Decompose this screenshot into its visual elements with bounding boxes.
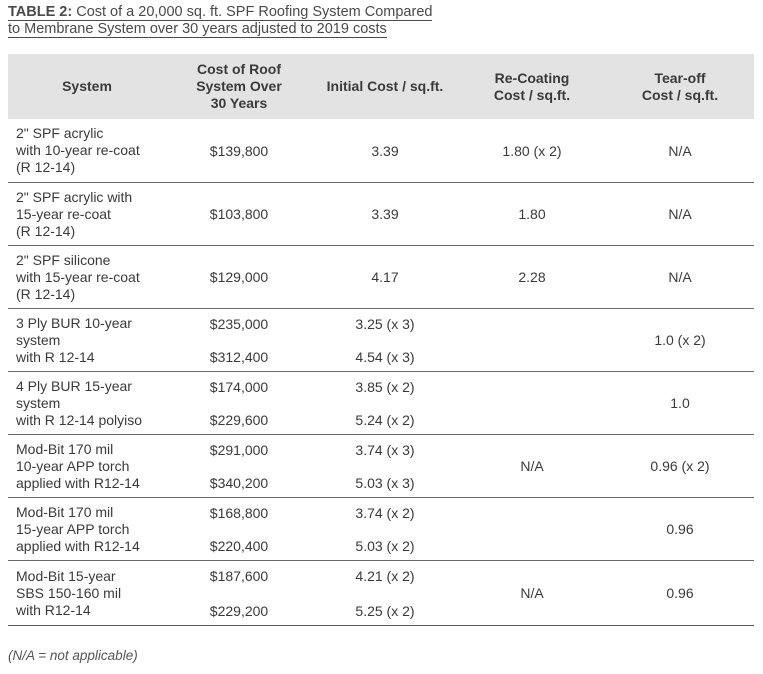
caption-label: TABLE 2: <box>8 4 73 20</box>
system-line: SBS 150-160 mil <box>16 584 122 601</box>
initial-cost-value: 4.17 <box>371 269 399 285</box>
system-line: with R 12-14 <box>16 348 95 365</box>
system-line: 4 Ply BUR 15-year <box>16 377 132 394</box>
table-header-row <box>8 54 754 119</box>
header-initial-cost: Initial Cost / sq.ft. <box>326 78 444 94</box>
initial-cost-value: 3.39 <box>371 206 399 222</box>
system-line: Mod-Bit 15-year <box>16 567 116 584</box>
table-caption <box>8 4 468 38</box>
cost-value: $229,600 <box>209 412 269 428</box>
cell-system <box>8 183 166 245</box>
system-line: Mod-Bit 170 mil <box>16 503 114 520</box>
cell-system <box>8 372 166 434</box>
system-line: (R 12-14) <box>16 159 76 175</box>
table-row <box>8 119 754 183</box>
cell-cost-30-years <box>166 309 312 371</box>
cell-cost-30-years <box>166 183 312 245</box>
cell-system <box>8 246 166 308</box>
initial-cost-value: 3.85 (x 2) <box>355 379 415 395</box>
caption-line1: Cost of a 20,000 sq. ft. SPF Roofing System Compared <box>76 4 433 20</box>
system-line: with R 12-14 polyiso <box>16 411 143 428</box>
table-row <box>8 309 754 372</box>
table-body <box>8 119 754 625</box>
cell-tearoff-cost: N/A <box>668 269 692 285</box>
header-cost-line1: Cost of Roof <box>197 61 281 77</box>
cell-tearoff-cost: 0.96 <box>666 521 694 537</box>
table-row <box>8 498 754 561</box>
system-line: applied with R12-14 <box>16 537 140 554</box>
header-recoating-cost <box>458 70 606 104</box>
header-cost-30-years <box>166 61 312 112</box>
system-line: (R 12-14) <box>16 285 76 302</box>
cost-value: $174,000 <box>209 379 269 395</box>
cell-recoating-cost <box>458 309 606 371</box>
cell-recoating-cost: 1.80 <box>518 206 546 222</box>
system-line: with R12-14 <box>16 601 91 618</box>
initial-cost-value: 4.21 (x 2) <box>355 568 415 584</box>
cell-initial-cost <box>312 372 458 434</box>
cell-recoating-cost: 1.80 (x 2) <box>502 142 562 159</box>
initial-cost-value: 5.03 (x 3) <box>355 475 415 491</box>
header-recoat-line1: Re-Coating <box>494 69 570 86</box>
table-row <box>8 183 754 246</box>
table-row <box>8 372 754 435</box>
system-line: 2" SPF silicone <box>16 251 111 268</box>
cell-cost-30-years <box>166 119 312 182</box>
header-cost-line3: 30 Years <box>210 95 268 111</box>
cell-system <box>8 561 166 625</box>
system-line: applied with R12-14 <box>16 474 140 491</box>
cell-recoating-cost: 2.28 <box>518 269 546 285</box>
cell-recoating-cost: N/A <box>520 458 544 474</box>
cell-tearoff-cost: 1.0 <box>670 395 690 411</box>
system-line: 2" SPF acrylic with <box>16 188 133 205</box>
initial-cost-value: 4.54 (x 3) <box>355 349 415 365</box>
header-tearoff-cost <box>606 70 754 104</box>
cell-system <box>8 435 166 497</box>
cost-value: $235,000 <box>209 316 269 332</box>
cell-initial-cost <box>312 435 458 497</box>
initial-cost-value: 3.25 (x 3) <box>355 316 415 332</box>
cell-initial-cost <box>312 309 458 371</box>
system-line: (R 12-14) <box>16 222 76 239</box>
cell-initial-cost <box>312 183 458 245</box>
header-recoat-line2: Cost / sq.ft. <box>493 86 571 103</box>
cell-system <box>8 119 166 182</box>
cost-value: $103,800 <box>209 206 269 222</box>
initial-cost-value: 3.74 (x 3) <box>355 442 415 458</box>
cost-value: $340,200 <box>209 475 269 491</box>
cost-value: $220,400 <box>209 538 269 554</box>
header-system: System <box>62 78 112 94</box>
system-line: 3 Ply BUR 10-year <box>16 314 132 331</box>
cell-cost-30-years <box>166 246 312 308</box>
system-line: 15-year APP torch <box>16 520 130 537</box>
cell-recoating-cost: N/A <box>520 585 544 601</box>
cost-value: $168,800 <box>209 505 269 521</box>
initial-cost-value: 5.24 (x 2) <box>355 412 415 428</box>
header-tearoff-line1: Tear-off <box>654 69 706 86</box>
cost-value: $129,000 <box>209 269 269 285</box>
header-tearoff-line2: Cost / sq.ft. <box>641 86 719 103</box>
system-line: with 10-year re-coat <box>16 142 140 158</box>
cost-value: $229,200 <box>209 603 269 619</box>
caption-line2: to Membrane System over 30 years adjusted to 2019 costs <box>8 21 387 37</box>
table-row <box>8 246 754 309</box>
cost-value: $139,800 <box>209 142 269 159</box>
system-line: Mod-Bit 170 mil <box>16 440 114 457</box>
cost-table <box>8 54 754 626</box>
cost-value: $312,400 <box>209 349 269 365</box>
cell-recoating-cost <box>458 498 606 560</box>
cell-system <box>8 498 166 560</box>
system-line: 15-year re-coat <box>16 205 111 222</box>
cell-cost-30-years <box>166 372 312 434</box>
cell-recoating-cost <box>458 372 606 434</box>
initial-cost-value: 3.39 <box>371 142 399 159</box>
cell-tearoff-cost: N/A <box>668 142 692 159</box>
table-row <box>8 435 754 498</box>
system-line: 2" SPF acrylic <box>16 125 104 141</box>
cell-initial-cost <box>312 119 458 182</box>
cell-initial-cost <box>312 498 458 560</box>
cost-value: $187,600 <box>209 568 269 584</box>
system-line: system <box>16 394 61 411</box>
initial-cost-value: 3.74 (x 2) <box>355 505 415 521</box>
cell-tearoff-cost: 0.96 (x 2) <box>650 458 710 474</box>
system-line: with 15-year re-coat <box>16 268 140 285</box>
header-cost-line2: System Over <box>196 78 282 94</box>
cell-cost-30-years <box>166 498 312 560</box>
cost-value: $291,000 <box>209 442 269 458</box>
system-line: system <box>16 331 61 348</box>
cell-tearoff-cost: 1.0 (x 2) <box>654 332 706 348</box>
system-line: 10-year APP torch <box>16 457 130 474</box>
cell-initial-cost <box>312 246 458 308</box>
cell-cost-30-years <box>166 561 312 625</box>
footnote: (N/A = not applicable) <box>8 648 138 663</box>
table-row <box>8 561 754 625</box>
cell-initial-cost <box>312 561 458 625</box>
initial-cost-value: 5.03 (x 2) <box>355 538 415 554</box>
cell-tearoff-cost: N/A <box>668 206 692 222</box>
cell-tearoff-cost: 0.96 <box>666 585 694 601</box>
cell-system <box>8 309 166 371</box>
cell-cost-30-years <box>166 435 312 497</box>
initial-cost-value: 5.25 (x 2) <box>355 603 415 619</box>
